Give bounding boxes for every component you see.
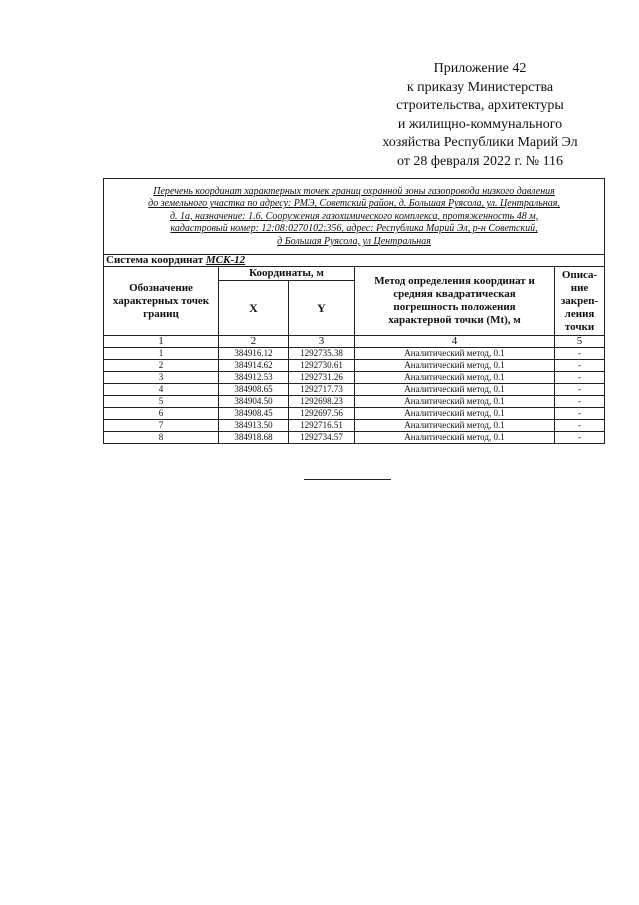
description-row: [104, 179, 605, 255]
system-label: Система координат: [106, 254, 206, 266]
description-line: до земельного участка по адресу: РМЭ, Советский район, д. Большая Руясола, ул. Центральная,: [148, 198, 560, 210]
y-value: 1292698.23: [289, 396, 355, 408]
table-row: [104, 384, 605, 396]
coordinate-system: [104, 255, 605, 267]
table-row: [104, 408, 605, 420]
method-value: Аналитический метод, 0.1: [355, 360, 555, 372]
table-row: [104, 360, 605, 372]
method-value: Аналитический метод, 0.1: [355, 396, 555, 408]
appendix-header: [330, 60, 630, 172]
column-number: 3: [289, 336, 355, 348]
y-value: 1292731.26: [289, 372, 355, 384]
coordinates-table: [103, 178, 605, 444]
point-number: 2: [104, 360, 219, 372]
description-value: -: [555, 384, 605, 396]
table-row: [104, 396, 605, 408]
point-number: 3: [104, 372, 219, 384]
point-number: 5: [104, 396, 219, 408]
column-number: 1: [104, 336, 219, 348]
description-value: -: [555, 372, 605, 384]
description-value: -: [555, 360, 605, 372]
point-number: 4: [104, 384, 219, 396]
header-point: Обозначение характерных точек границ: [104, 267, 219, 336]
appendix-line: строительства, архитектуры: [396, 98, 564, 114]
zone-description: [104, 179, 605, 255]
y-value: 1292697.56: [289, 408, 355, 420]
description-value: -: [555, 408, 605, 420]
description-line: д. 1а, назначение: 1.6. Сооружения газохимического комплекса, протяженность 48 м,: [169, 210, 539, 222]
point-number: 1: [104, 348, 219, 360]
description-line: д Большая Руясола, ул Центральная: [277, 235, 431, 247]
description-line: Перечень координат характерных точек границ охранной зоны газопровода низкого давления: [153, 185, 555, 197]
header-method: Метод определения координат и средняя квадратическая погрешность положения характерной точки (Mt), м: [355, 267, 555, 336]
table-row: [104, 348, 605, 360]
header-x: X: [219, 281, 289, 336]
description-value: -: [555, 432, 605, 444]
header-coordinates: Координаты, м: [219, 267, 355, 281]
method-value: Аналитический метод, 0.1: [355, 372, 555, 384]
y-value: 1292735.38: [289, 348, 355, 360]
column-number-row: [104, 336, 605, 348]
column-number: 5: [555, 336, 605, 348]
column-number: 2: [219, 336, 289, 348]
y-value: 1292734.57: [289, 432, 355, 444]
appendix-line: Приложение 42: [433, 61, 527, 76]
method-value: Аналитический метод, 0.1: [355, 348, 555, 360]
table-row: [104, 432, 605, 444]
y-value: 1292717.73: [289, 384, 355, 396]
point-number: 6: [104, 408, 219, 420]
method-value: Аналитический метод, 0.1: [355, 408, 555, 420]
y-value: 1292730.61: [289, 360, 355, 372]
table-row: [104, 420, 605, 432]
header-description: Описа- ние закреп- ления точки: [555, 267, 605, 336]
appendix-line: к приказу Министерства: [406, 79, 554, 95]
x-value: 384908.45: [219, 408, 289, 420]
y-value: 1292716.51: [289, 420, 355, 432]
description-value: -: [555, 348, 605, 360]
system-row: [104, 255, 605, 267]
x-value: 384913.50: [219, 420, 289, 432]
table-row: [104, 372, 605, 384]
header-row: [104, 267, 605, 281]
x-value: 384912.53: [219, 372, 289, 384]
description-value: -: [555, 420, 605, 432]
header-y: Y: [289, 281, 355, 336]
description-value: -: [555, 396, 605, 408]
point-number: 8: [104, 432, 219, 444]
x-value: 384918.68: [219, 432, 289, 444]
appendix-line: хозяйства Республики Марий Эл: [382, 135, 578, 151]
x-value: 384916.12: [219, 348, 289, 360]
x-value: 384914.62: [219, 360, 289, 372]
appendix-line: и жилищно-коммунального: [397, 116, 563, 132]
closing-rule: [304, 479, 391, 480]
description-line: кадастровый номер: 12:08:0270102:356, адрес: Республика Марий Эл, р-н Советский,: [170, 223, 538, 235]
column-number: 4: [355, 336, 555, 348]
method-value: Аналитический метод, 0.1: [355, 432, 555, 444]
x-value: 384904.50: [219, 396, 289, 408]
method-value: Аналитический метод, 0.1: [355, 384, 555, 396]
appendix-line: от 28 февраля 2022 г. № 116: [396, 153, 564, 169]
system-value: МСК-12: [205, 254, 246, 266]
x-value: 384908.65: [219, 384, 289, 396]
method-value: Аналитический метод, 0.1: [355, 420, 555, 432]
point-number: 7: [104, 420, 219, 432]
